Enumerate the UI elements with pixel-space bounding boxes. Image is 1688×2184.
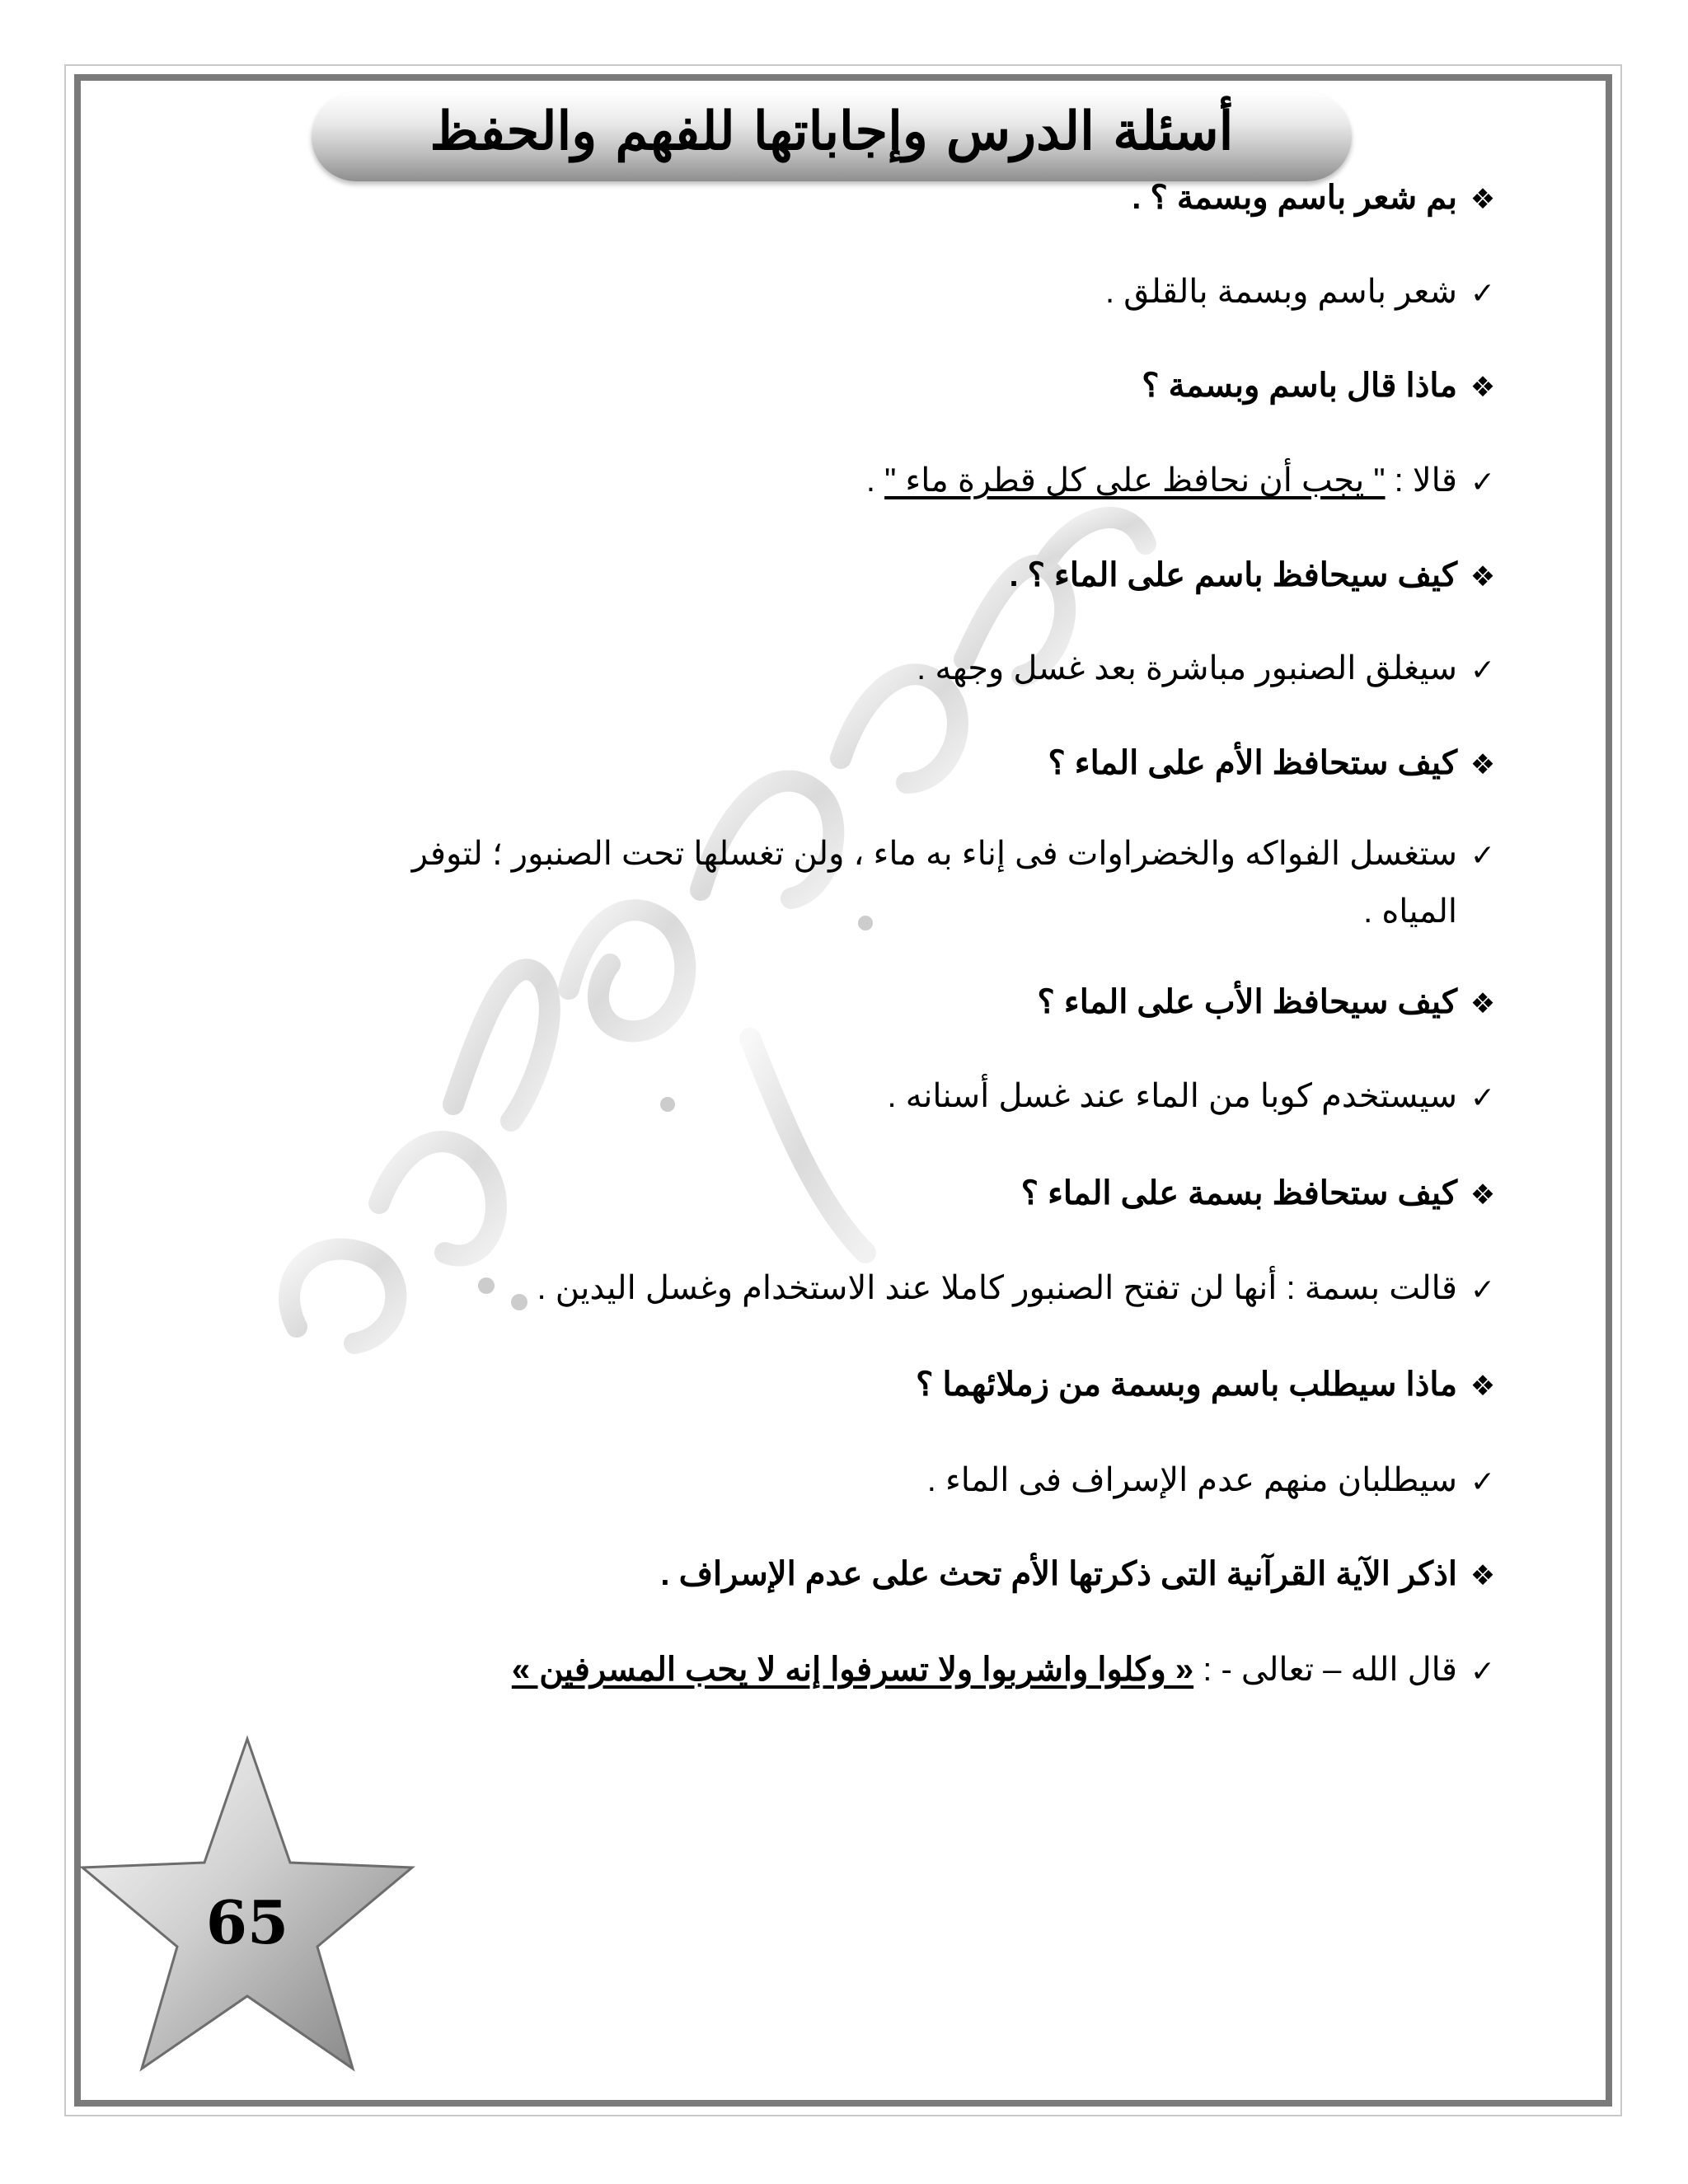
four-diamond-bullet-icon: ❖	[1470, 748, 1496, 781]
four-diamond-bullet-icon: ❖	[1470, 987, 1496, 1020]
question-6: كيف ستحافظ بسمة على الماء ؟	[1020, 1175, 1457, 1212]
check-mark-icon: ✓	[1470, 654, 1496, 687]
four-diamond-bullet-icon: ❖	[1470, 1559, 1496, 1592]
check-mark-icon: ✓	[1470, 1273, 1496, 1307]
check-mark-icon: ✓	[1470, 466, 1496, 499]
question-7: ماذا سيطلب باسم وبسمة من زملائهما ؟	[916, 1366, 1457, 1403]
four-diamond-bullet-icon: ❖	[1470, 1370, 1496, 1403]
page-number: 65	[205, 1887, 289, 1957]
question-1: بم شعر باسم وبسمة ؟ .	[1132, 180, 1457, 216]
answer-8-prefix: قال الله – تعالى - :	[1193, 1652, 1457, 1688]
four-diamond-bullet-icon: ❖	[1470, 560, 1496, 593]
answer-8-verse: « وكلوا واشربوا ولا تسرفوا إنه لا يحب المسرفين »	[511, 1652, 1194, 1688]
answer-2-quote: " يجب أن نحافظ على كل قطرة ماء "	[884, 462, 1386, 499]
check-mark-icon: ✓	[1470, 1465, 1496, 1499]
four-diamond-bullet-icon: ❖	[1470, 371, 1496, 404]
answer-3: سيغلق الصنبور مباشرة بعد غسل وجهه .	[917, 650, 1457, 687]
answer-2-suffix: .	[865, 462, 885, 499]
four-diamond-bullet-icon: ❖	[1470, 183, 1496, 216]
answer-5: سيستخدم كوبا من الماء عند غسل أسنانه .	[887, 1078, 1457, 1114]
answer-6: قالت بسمة : أنها لن تفتح الصنبور كاملا عند الاستخدام وغسل اليدين .	[537, 1270, 1457, 1306]
answer-2-prefix: قالا :	[1385, 462, 1457, 499]
answer-4-line-1: ستغسل الفواكه والخضراوات فى إناء به ماء ، ولن تغسلها تحت الصنبور ؛ لتوفر	[411, 836, 1457, 872]
question-4: كيف ستحافظ الأم على الماء ؟	[1048, 745, 1457, 781]
check-mark-icon: ✓	[1470, 1655, 1496, 1689]
question-2: ماذا قال باسم وبسمة ؟	[1142, 368, 1457, 404]
answer-7: سيطلبان منهم عدم الإسراف فى الماء .	[926, 1462, 1457, 1498]
check-mark-icon: ✓	[1470, 839, 1496, 873]
question-8: اذكر الآية القرآنية التى ذكرتها الأم تحث على عدم الإسراف .	[660, 1556, 1457, 1592]
page-title: أسئلة الدرس وإجاباتها للفهم والحفظ	[429, 101, 1234, 162]
check-mark-icon: ✓	[1470, 1081, 1496, 1115]
question-3: كيف سيحافظ باسم على الماء ؟ .	[1009, 557, 1457, 593]
check-mark-icon: ✓	[1470, 277, 1496, 311]
four-diamond-bullet-icon: ❖	[1470, 1179, 1496, 1212]
question-5: كيف سيحافظ الأب على الماء ؟	[1037, 984, 1457, 1020]
answer-1: شعر باسم وبسمة بالقلق .	[1105, 274, 1457, 310]
answer-8	[56, 1648, 1457, 1691]
answer-2	[56, 459, 1457, 502]
answer-4-line-2: المياه .	[1363, 893, 1457, 930]
